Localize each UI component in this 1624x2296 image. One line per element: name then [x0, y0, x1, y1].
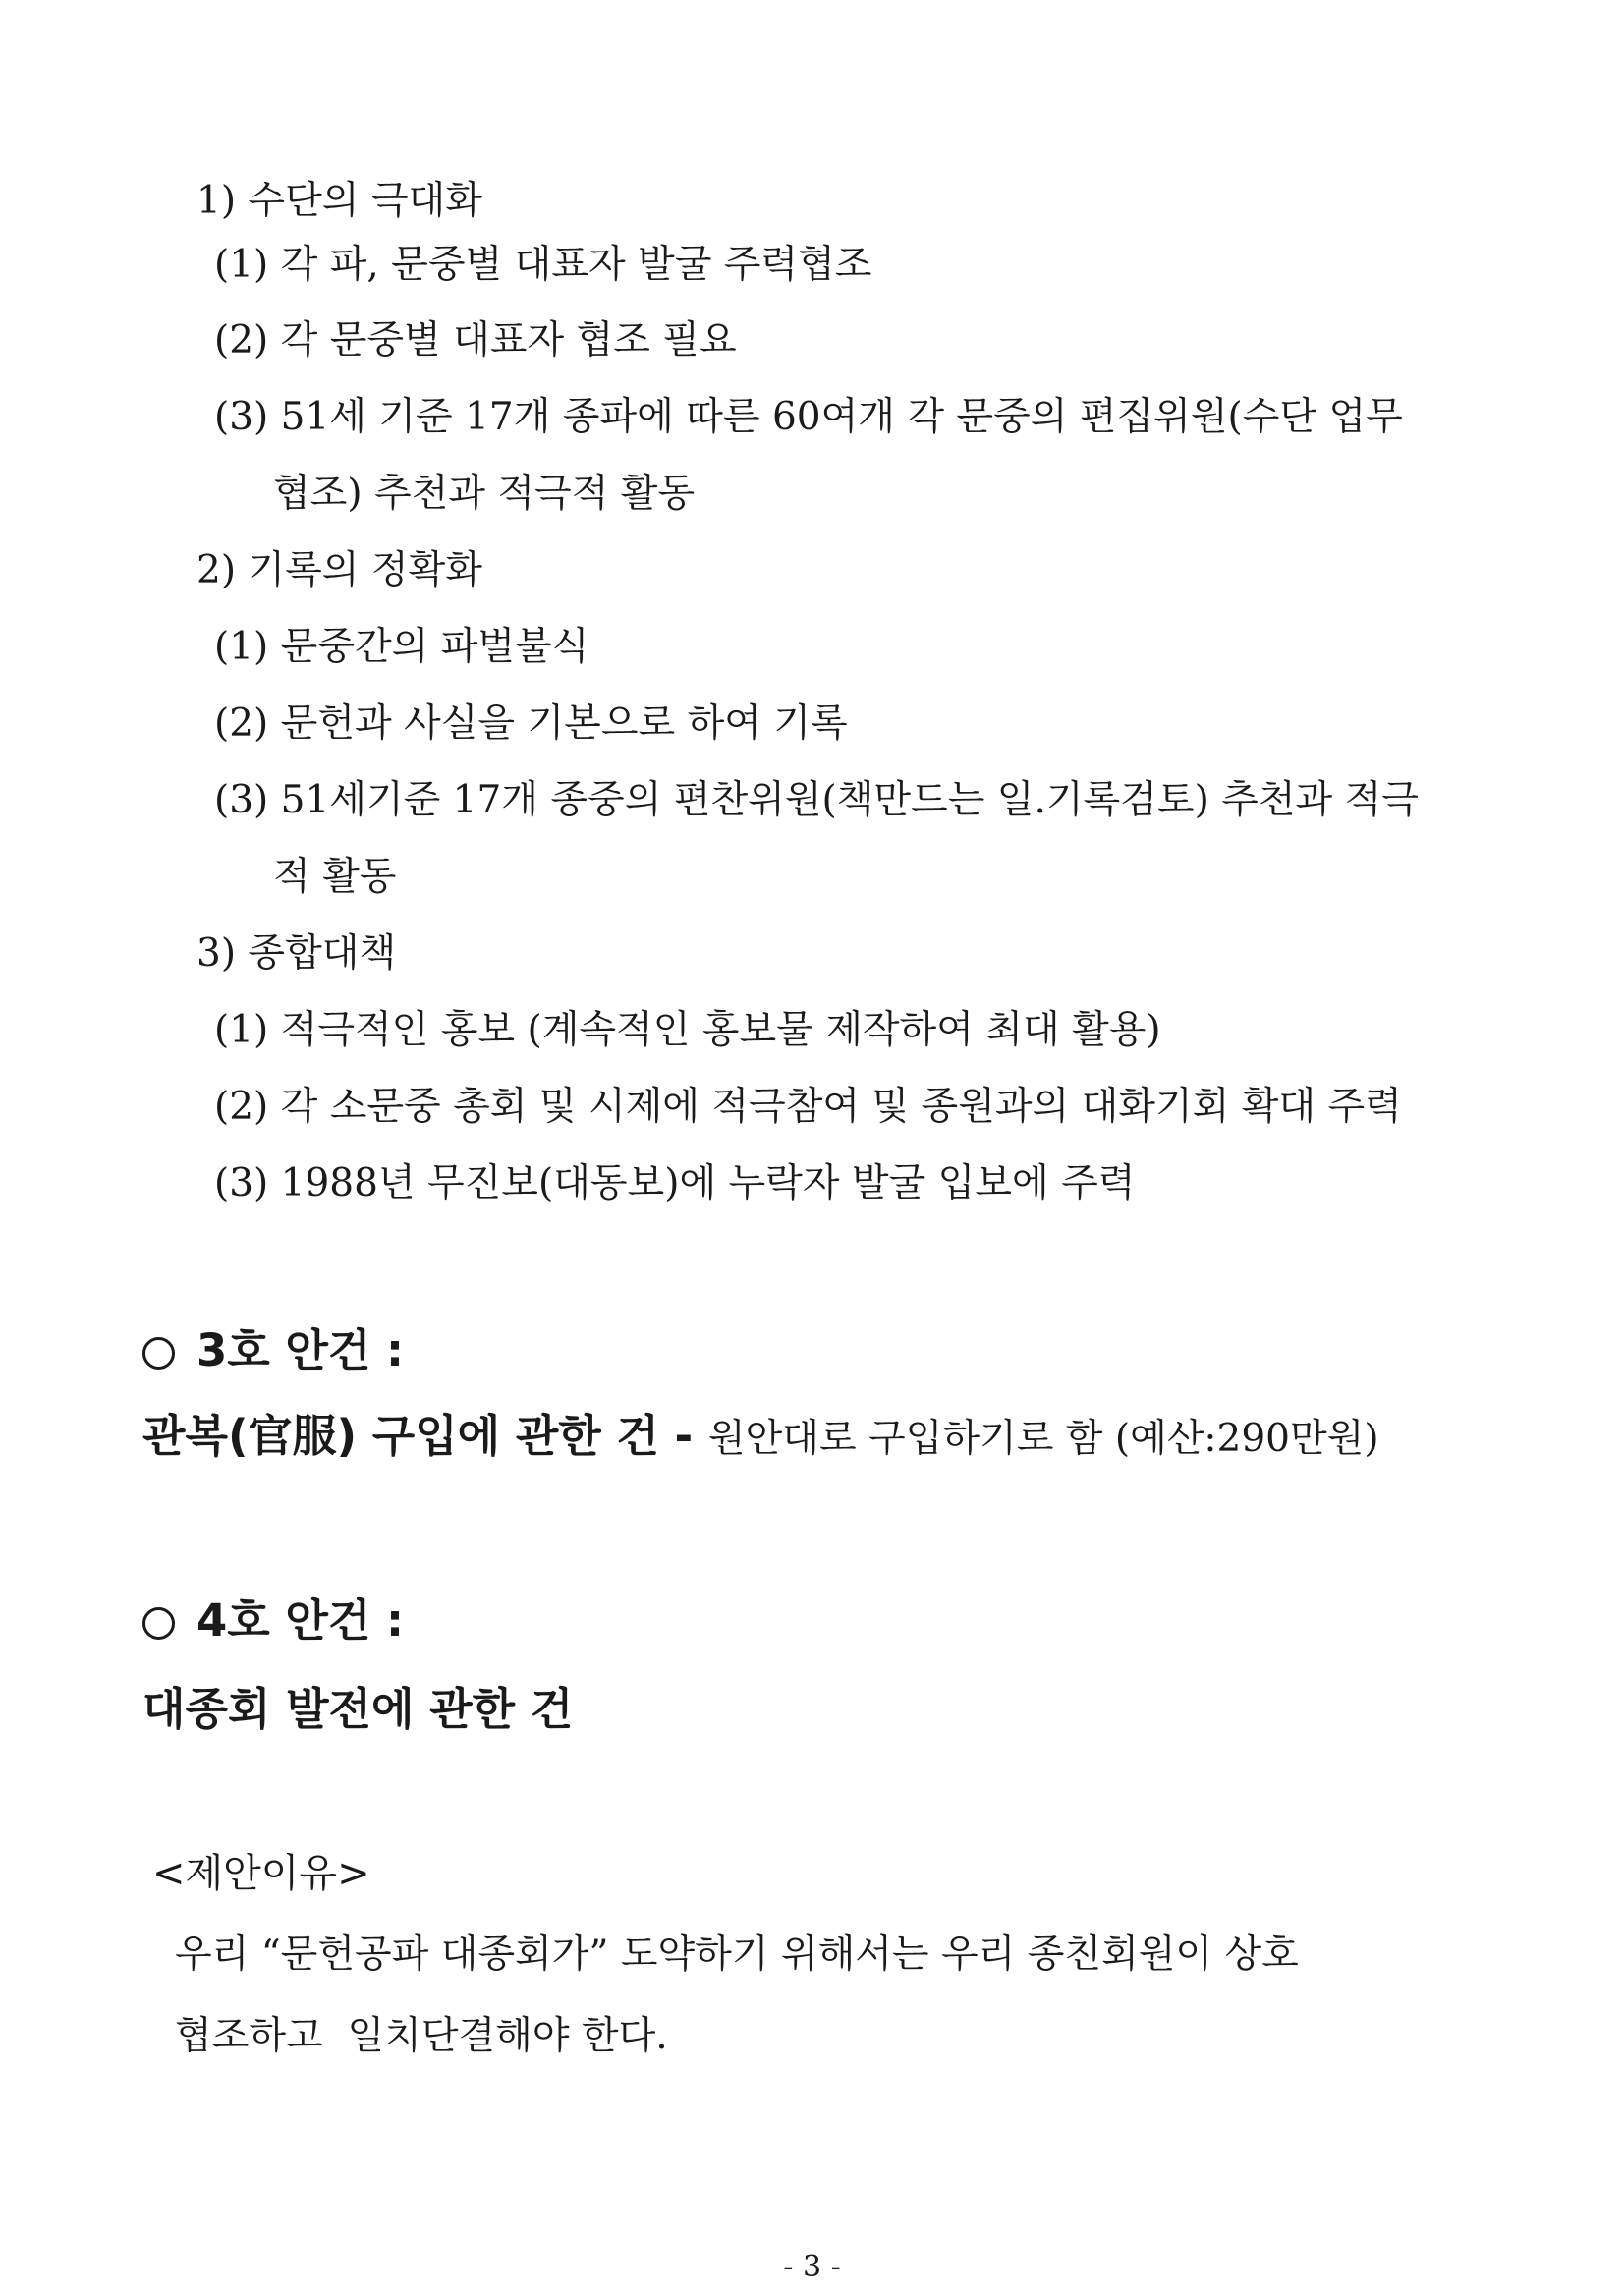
agenda-4-title: 4호 안건 :	[196, 1595, 405, 1647]
section-3-heading: 3) 종합대책	[196, 931, 397, 976]
section-1-item-2: (2) 각 문중별 대표자 협조 필요	[214, 318, 737, 363]
proposal-heading: <제안이유>	[152, 1851, 370, 1896]
section-1-item-1: (1) 각 파, 문중별 대표자 발굴 주력협조	[214, 243, 872, 287]
section-3-item-2: (2) 각 소문중 총회 및 시제에 적극참여 및 종원과의 대화기회 확대 주력	[214, 1085, 1402, 1129]
agenda-4-title-line	[142, 1592, 404, 1651]
section-3-item-1: (1) 적극적인 홍보 (계속적인 홍보물 제작하여 최대 활용)	[214, 1008, 1161, 1052]
agenda-3-title: 3호 안건 :	[196, 1324, 405, 1376]
agenda-3-subject: 관복(官服) 구입에 관한 건 -	[142, 1410, 694, 1462]
circle-bullet-icon	[142, 1337, 175, 1370]
agenda-4-subject: 대종회 발전에 관한 건	[142, 1683, 574, 1735]
agenda-3-title-line	[142, 1321, 404, 1380]
section-2-heading: 2) 기록의 정확화	[196, 548, 482, 592]
section-2-item-2: (2) 문헌과 사실을 기본으로 하여 기록	[214, 701, 848, 746]
proposal-line-1: 우리 “문헌공파 대종회가” 도약하기 위해서는 우리 종친회원이 상호	[175, 1932, 1299, 1977]
section-1-heading: 1) 수단의 극대화	[196, 179, 482, 223]
section-2-item-1: (1) 문중간의 파벌불식	[214, 625, 589, 669]
section-1-item-3: (3) 51세 기준 17개 종파에 따른 60여개 각 문중의 편집위원(수단 업무	[214, 395, 1403, 439]
agenda-3-subject-line	[142, 1407, 1379, 1469]
proposal-line-2: 협조하고 일치단결해야 한다.	[175, 2014, 668, 2058]
section-1-item-3-cont: 협조) 추천과 적극적 활동	[273, 472, 696, 516]
section-2-item-3-cont: 적 활동	[273, 855, 397, 899]
circle-bullet-icon	[142, 1607, 175, 1640]
section-2-item-3: (3) 51세기준 17개 종중의 편찬위원(책만드는 일.기록검토) 추천과 적극	[214, 778, 1419, 822]
agenda-3-decision: 원안대로 구입하기로 함 (예산:290만원)	[707, 1417, 1379, 1461]
section-3-item-3: (3) 1988년 무진보(대동보)에 누락자 발굴 입보에 주력	[214, 1161, 1136, 1205]
page-number: - 3 -	[783, 2250, 841, 2284]
